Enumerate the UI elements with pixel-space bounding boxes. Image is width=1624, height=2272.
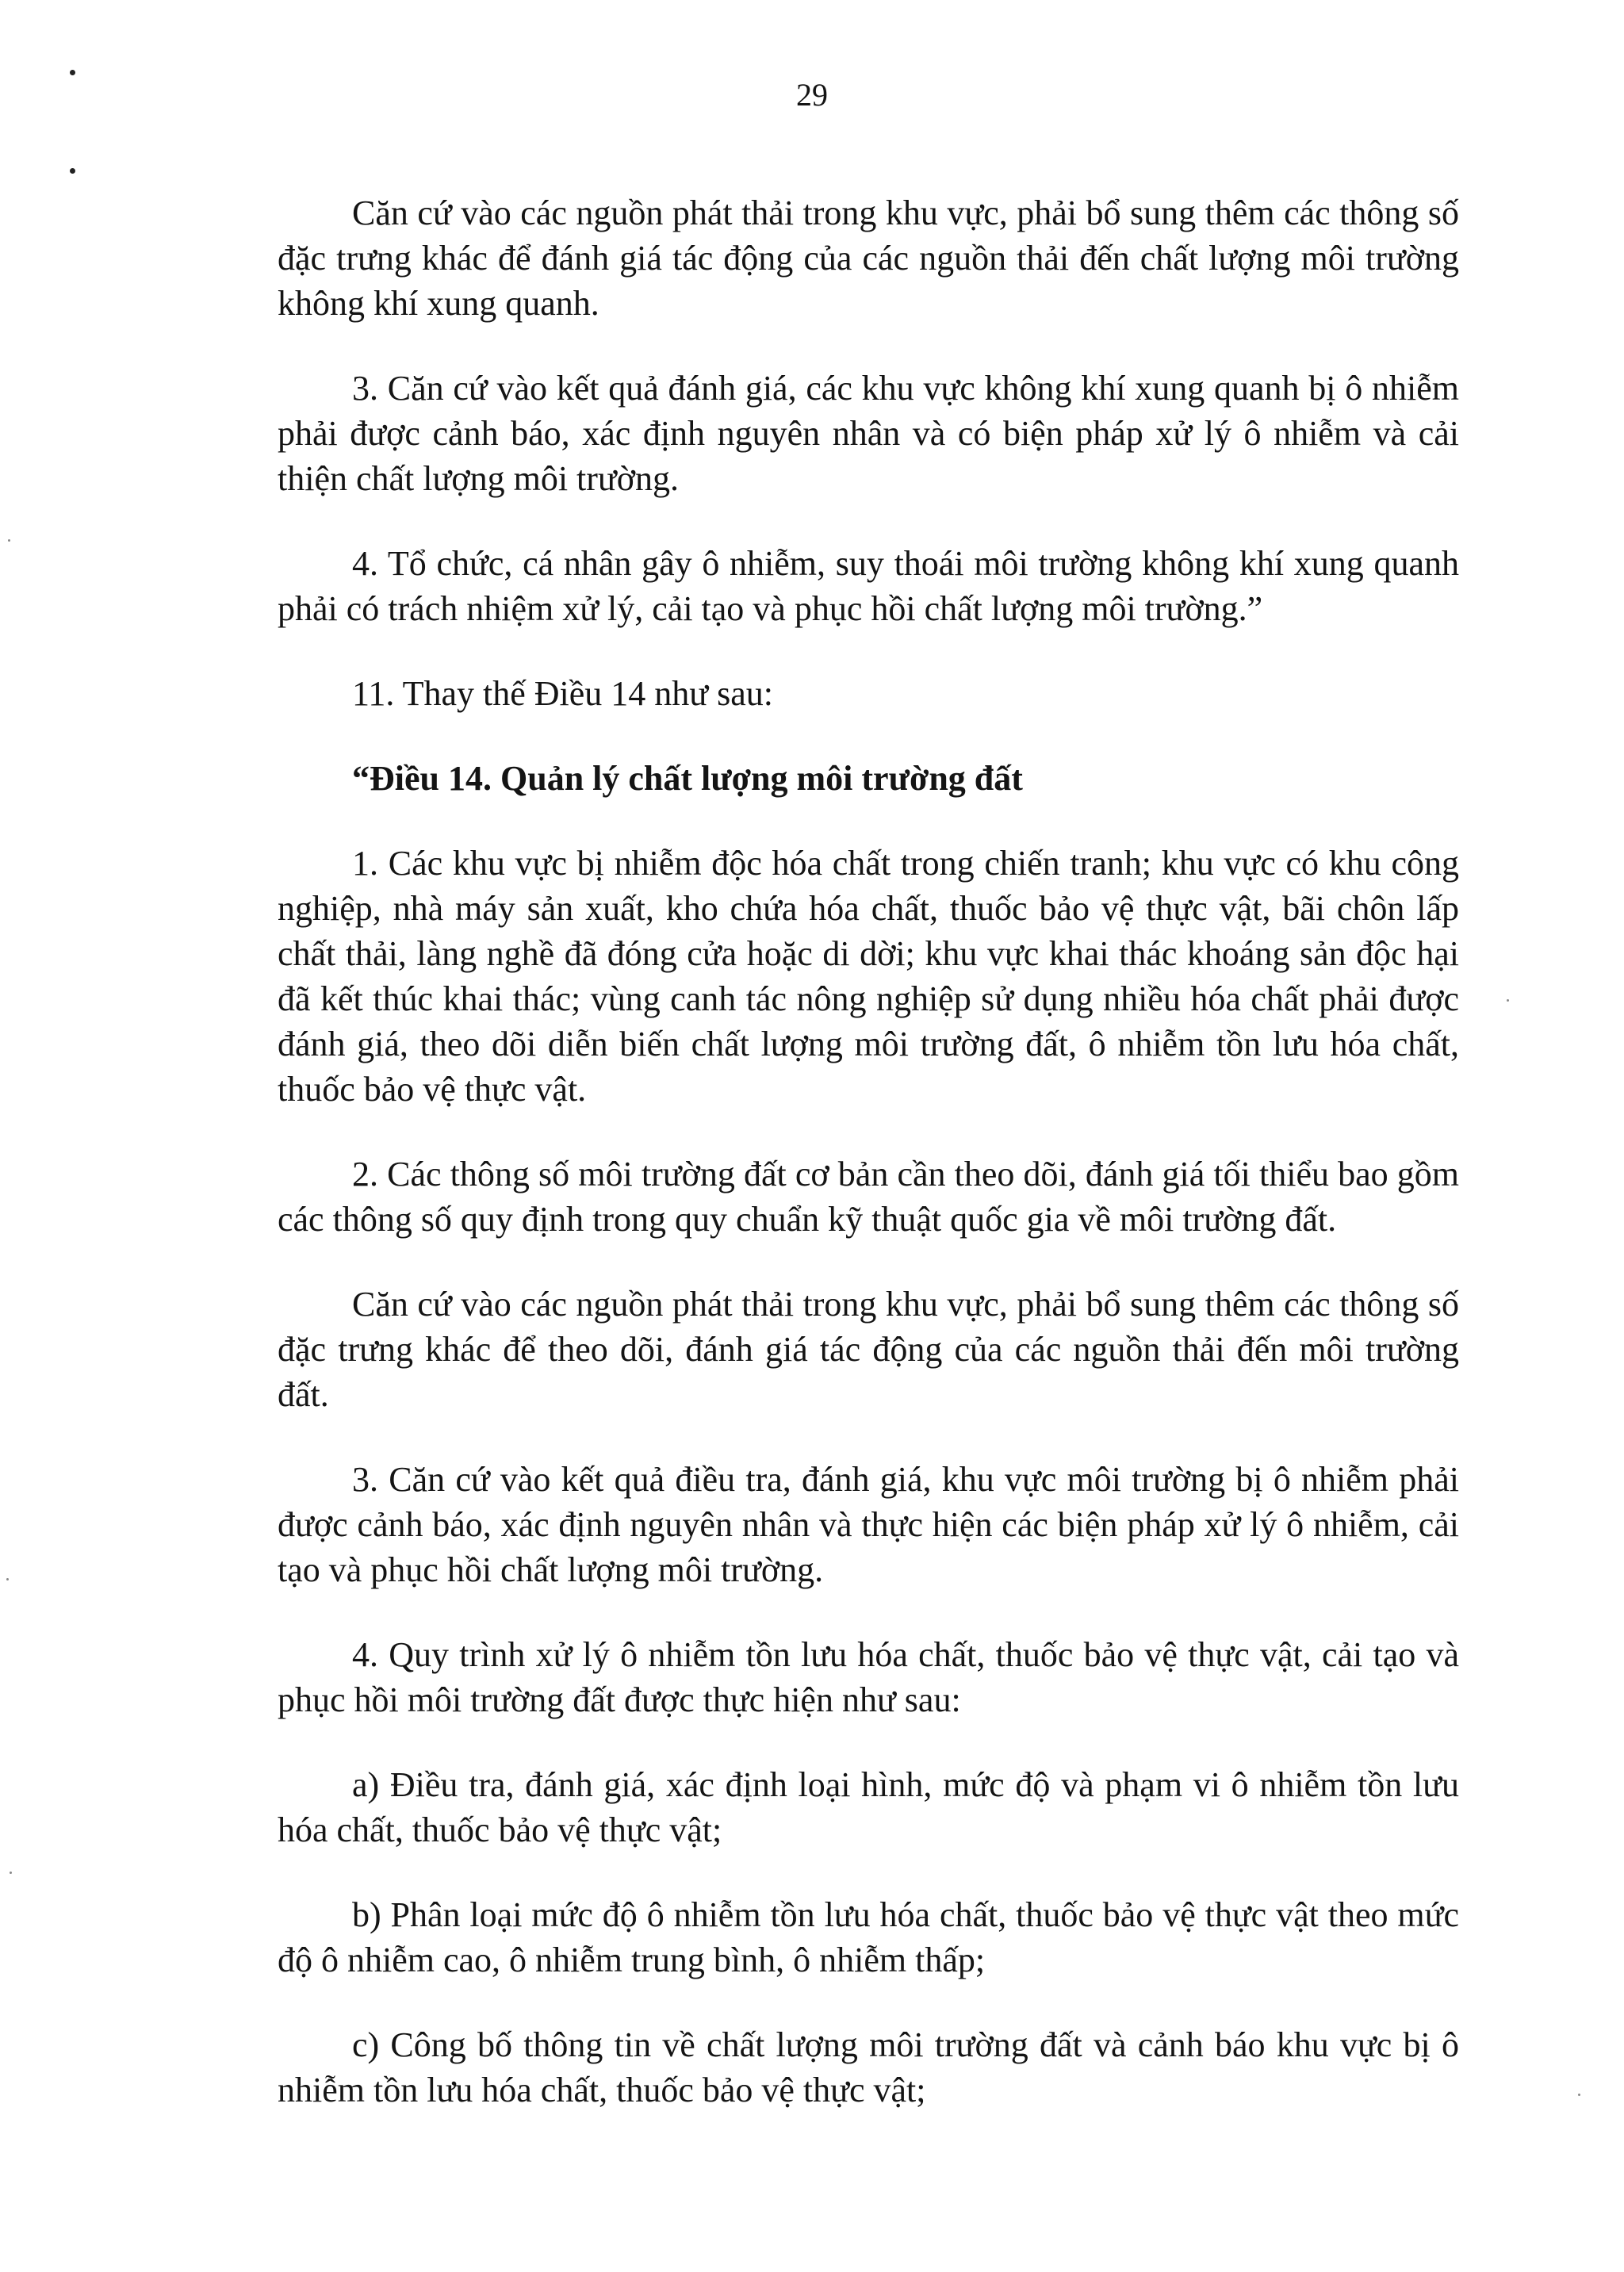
scan-speck xyxy=(1507,999,1509,1002)
scan-speck xyxy=(6,1578,9,1580)
list-item: c) Công bố thông tin về chất lượng môi trường đất và cảnh báo khu vực bị ô nhiễm tồn lưu hóa chất, thuốc bảo vệ thực vật; xyxy=(278,2025,1459,2109)
paragraph: 3. Căn cứ vào kết quả điều tra, đánh giá, khu vực môi trường bị ô nhiễm phải được cảnh báo, xác định nguyên nhân và thực hiện các biện pháp xử lý ô nhiễm, cải tạo và phục hồi chất lượng môi trường. xyxy=(278,1460,1459,1589)
paragraph: 1. Các khu vực bị nhiễm độc hóa chất trong chiến tranh; khu vực có khu công nghiệp, nhà máy sản xuất, kho chứa hóa chất, thuốc bảo vệ thực vật, bãi chôn lấp chất thải, làng nghề đã đóng cửa hoặc di dời; khu vực khai thác khoáng sản độc hại đã kết thúc khai thác; vùng canh tác nông nghiệp sử dụng nhiều hóa chất phải được đánh giá, theo dõi diễn biến chất lượng môi trường đất, ô nhiễm tồn lưu hóa chất, thuốc bảo vệ thực vật. xyxy=(278,844,1459,1109)
paragraph: 11. Thay thế Điều 14 như sau: xyxy=(352,674,773,713)
list-item: b) Phân loại mức độ ô nhiễm tồn lưu hóa chất, thuốc bảo vệ thực vật theo mức độ ô nhiễm cao, ô nhiễm trung bình, ô nhiễm thấp; xyxy=(278,1895,1459,1979)
scan-mark xyxy=(70,70,75,75)
list-item: a) Điều tra, đánh giá, xác định loại hình, mức độ và phạm vi ô nhiễm tồn lưu hóa chất, thuốc bảo vệ thực vật; xyxy=(278,1765,1459,1849)
article-heading: “Điều 14. Quản lý chất lượng môi trường đất xyxy=(352,759,1023,798)
paragraph: 2. Các thông số môi trường đất cơ bản cần theo dõi, đánh giá tối thiểu bao gồm các thông số quy định trong quy chuẩn kỹ thuật quốc gia về môi trường đất. xyxy=(278,1155,1459,1239)
scan-mark xyxy=(70,168,75,174)
paragraph: Căn cứ vào các nguồn phát thải trong khu vực, phải bổ sung thêm các thông số đặc trưng khác để theo dõi, đánh giá tác động của các nguồn thải đến môi trường đất. xyxy=(278,1285,1459,1414)
paragraph: Căn cứ vào các nguồn phát thải trong khu vực, phải bổ sung thêm các thông số đặc trưng khác để đánh giá tác động của các nguồn thải đến chất lượng môi trường không khí xung quanh. xyxy=(278,193,1459,323)
paragraph: 3. Căn cứ vào kết quả đánh giá, các khu vực không khí xung quanh bị ô nhiễm phải được cảnh báo, xác định nguyên nhân và có biện pháp xử lý ô nhiễm và cải thiện chất lượng môi trường. xyxy=(278,369,1459,498)
scan-speck xyxy=(8,539,10,542)
scan-speck xyxy=(10,1872,12,1874)
paragraph: 4. Quy trình xử lý ô nhiễm tồn lưu hóa chất, thuốc bảo vệ thực vật, cải tạo và phục hồi môi trường đất được thực hiện như sau: xyxy=(278,1635,1459,1719)
page-number: 29 xyxy=(796,77,828,113)
document-body xyxy=(278,190,1459,2152)
paragraph: 4. Tổ chức, cá nhân gây ô nhiễm, suy thoái môi trường không khí xung quanh phải có trách nhiệm xử lý, cải tạo và phục hồi chất lượng môi trường.” xyxy=(278,544,1459,628)
scan-speck xyxy=(1578,2094,1580,2096)
